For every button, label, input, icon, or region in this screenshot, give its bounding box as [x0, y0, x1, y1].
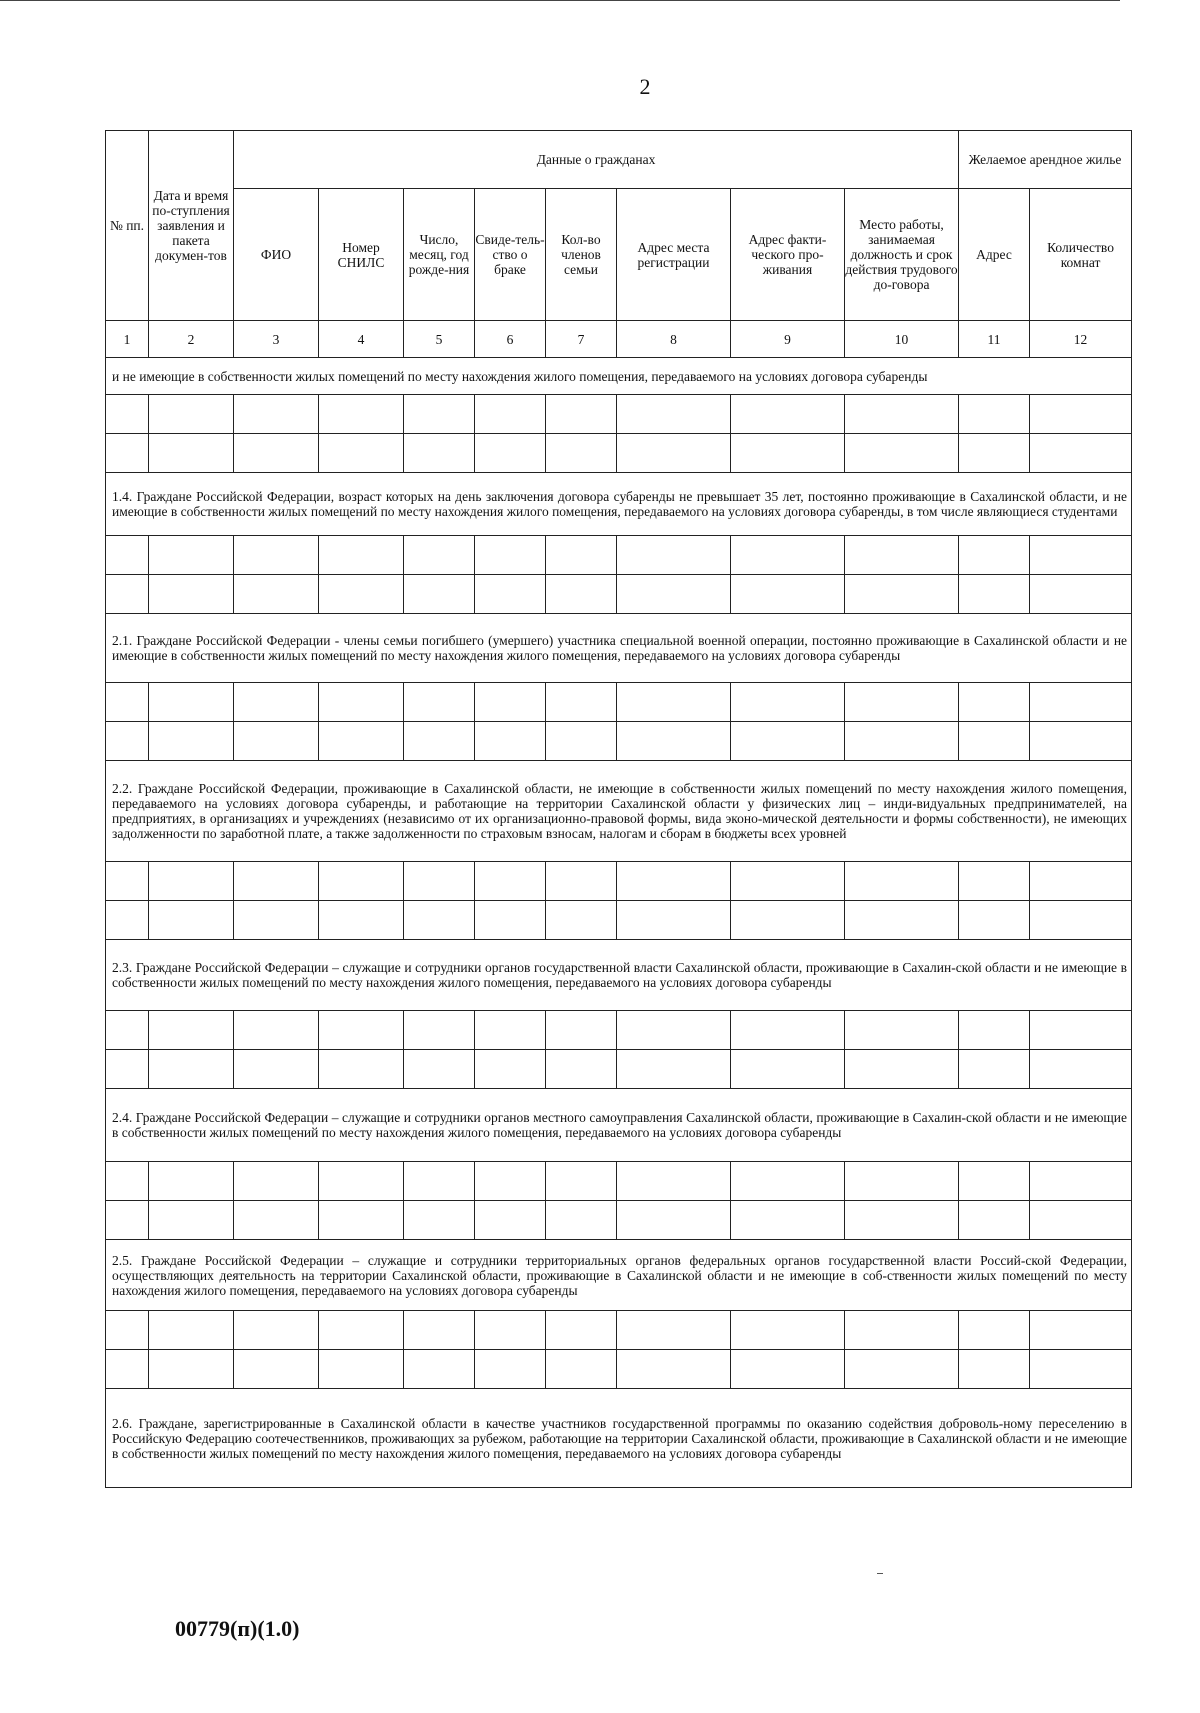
col-number: 1 — [106, 321, 149, 358]
document-code: 00779(п)(1.0) — [175, 1616, 300, 1641]
header-rooms: Количество комнат — [1030, 189, 1132, 321]
table-row[interactable] — [106, 1201, 1132, 1240]
header-citizens-group: Данные о гражданах — [234, 131, 959, 189]
header-date: Дата и время по-ступления заявления и пакета докумен-тов — [149, 131, 234, 321]
section-heading: 2.3. Граждане Российской Федерации – служащие и сотрудники органов государственной власти Сахалинской области, проживающие в Сахалин-ской области и не имеющие в собственности жилых помещений по месту нахождения жилого помещения, передаваемого на условиях договора субаренды — [106, 940, 1132, 1011]
table-row[interactable] — [106, 1311, 1132, 1350]
table-row[interactable] — [106, 434, 1132, 473]
section-heading: 2.6. Граждане, зарегистрированные в Сахалинской области в качестве участников государственной программы по оказанию содействия доброволь-ному переселению в Российскую Федерацию соотечественников, проживающих за рубежом, работающие на территории Сахалинской области, проживающие в Сахалинской области и не имеющие в собственности жилых помещений по месту нахождения жилого помещения, передаваемого на условиях договора субаренды — [106, 1389, 1132, 1488]
section-row — [106, 358, 1132, 395]
section-row — [106, 1389, 1132, 1488]
table-row[interactable] — [106, 1011, 1132, 1050]
header-family: Кол-во членов семьи — [546, 189, 617, 321]
header-fact-addr: Адрес факти-ческого про-живания — [731, 189, 845, 321]
col-number: 6 — [475, 321, 546, 358]
section-row — [106, 473, 1132, 536]
section-heading: 2.4. Граждане Российской Федерации – служащие и сотрудники органов местного самоуправления Сахалинской области, проживающие в Сахалин-ской области и не имеющие в собственности жилых помещений по месту нахождения жилого помещения, передаваемого на условиях договора субаренды — [106, 1089, 1132, 1162]
header-reg-addr: Адрес места регистрации — [617, 189, 731, 321]
header-addr: Адрес — [959, 189, 1030, 321]
table-row[interactable] — [106, 901, 1132, 940]
citizens-register-table — [105, 130, 1132, 1488]
col-number: 7 — [546, 321, 617, 358]
table-row[interactable] — [106, 1050, 1132, 1089]
section-heading: и не имеющие в собственности жилых помещений по месту нахождения жилого помещения, передаваемого на условиях договора субаренды — [106, 358, 1132, 395]
table-row[interactable] — [106, 1350, 1132, 1389]
section-heading: 2.5. Граждане Российской Федерации – служащие и сотрудники территориальных органов федеральных органов государственной власти Россий-ской Федерации, осуществляющих деятельность на территории Сахалинской области, проживающие в Сахалинской области и не имеющие в соб-ственности жилых помещений по месту нахождения жилого помещения, передаваемого на условиях договора субаренды — [106, 1240, 1132, 1311]
section-heading: 2.1. Граждане Российской Федерации - члены семьи погибшего (умершего) участника специальной военной операции, постоянно проживающие в Сахалинской области и не имеющие в собственности жилых помещений по месту нахождения жилого помещения, передаваемого на условиях договора субаренды — [106, 614, 1132, 683]
col-number: 2 — [149, 321, 234, 358]
table-row[interactable] — [106, 862, 1132, 901]
header-snils: Номер СНИЛС — [319, 189, 404, 321]
section-row — [106, 1089, 1132, 1162]
col-number: 4 — [319, 321, 404, 358]
header-birth: Число, месяц, год рожде-ния — [404, 189, 475, 321]
scan-top-edge — [0, 0, 1120, 1]
header-marriage: Свиде-тель-ство о браке — [475, 189, 546, 321]
col-number: 12 — [1030, 321, 1132, 358]
scan-mark — [877, 1573, 883, 1574]
table-row[interactable] — [106, 683, 1132, 722]
col-number: 5 — [404, 321, 475, 358]
header-housing-group: Желаемое арендное жилье — [959, 131, 1132, 189]
column-number-row — [106, 321, 1132, 358]
col-number: 8 — [617, 321, 731, 358]
table-row[interactable] — [106, 575, 1132, 614]
section-heading: 1.4. Граждане Российской Федерации, возраст которых на день заключения договора субаренды не превышает 35 лет, постоянно проживающие в Сахалинской области, и не имеющие в собственности жилых помещений по месту нахождения жилого помещения, передаваемого на условиях договора субаренды, в том числе являющиеся студентами — [106, 473, 1132, 536]
section-row — [106, 614, 1132, 683]
section-heading: 2.2. Граждане Российской Федерации, проживающие в Сахалинской области, не имеющие в собственности жилых помещений по месту нахождения жилого помещения, передаваемого на условиях договора субаренды, и работающие на территории Сахалинской области у физических лиц – инди-видуальных предпринимателей, на предприятиях, в организациях и учреждениях (независимо от их организационно-правовой формы, вида эконо-мической деятельности и формы собственности), не имеющих задолженности по заработной плате, а также задолженности по страховым взносам, налогам и сборам в бюджеты всех уровней — [106, 761, 1132, 862]
table-row[interactable] — [106, 395, 1132, 434]
col-number: 11 — [959, 321, 1030, 358]
header-num: № пп. — [106, 131, 149, 321]
page-number: 2 — [639, 74, 651, 99]
section-row — [106, 761, 1132, 862]
table-row[interactable] — [106, 722, 1132, 761]
col-number: 3 — [234, 321, 319, 358]
col-number: 9 — [731, 321, 845, 358]
table-row[interactable] — [106, 1162, 1132, 1201]
section-row — [106, 1240, 1132, 1311]
col-number: 10 — [845, 321, 959, 358]
header-work: Место работы, занимаемая должность и срок действия трудового до-говора — [845, 189, 959, 321]
section-row — [106, 940, 1132, 1011]
table-row[interactable] — [106, 536, 1132, 575]
header-fio: ФИО — [234, 189, 319, 321]
